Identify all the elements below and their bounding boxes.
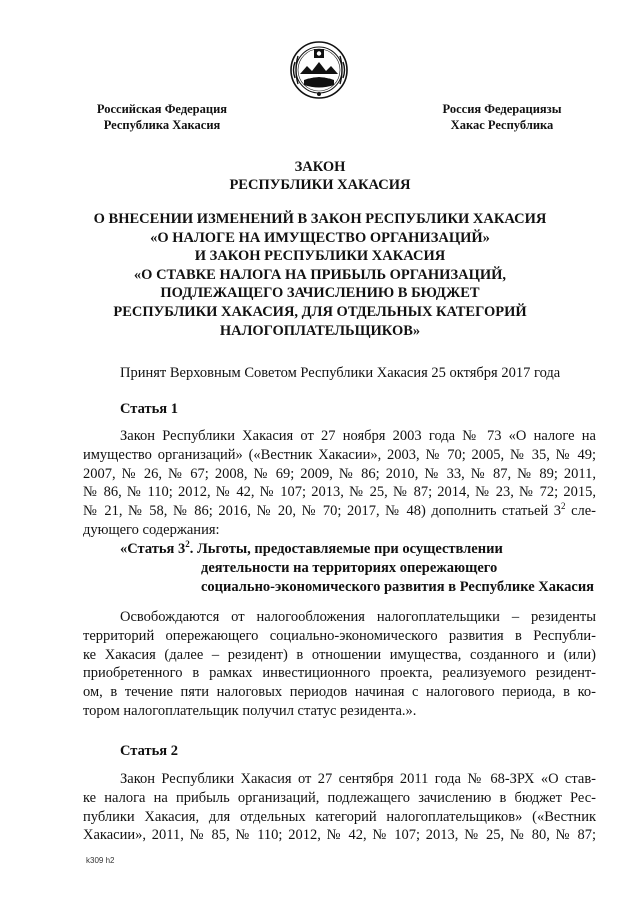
article-3-2-body <box>83 608 596 721</box>
article-1-line: 2007, № 26, № 67; 2008, № 69; 2009, № 86; 2010, № 33, № 87, № 89; 2011, <box>83 465 596 482</box>
article-3-2-superscript: 2 <box>185 539 190 550</box>
law-title-line-2: РЕСПУБЛИКИ ХАКАСИЯ <box>229 177 411 193</box>
article-2-line: публики Хакасия, для отдельных категорий налогоплательщиков» («Вестник <box>83 808 596 825</box>
article-1-line: имущество организаций» («Вестник Хакасии», 2003, № 70; 2005, № 35, № 49; <box>83 446 596 463</box>
article-3-2-body-line: Освобождаются от налогообложения налогоплательщики – резиденты <box>120 609 596 625</box>
law-subtitle-line-3: И ЗАКОН РЕСПУБЛИКИ ХАКАСИЯ <box>194 248 446 265</box>
article-2-paragraph <box>83 770 596 845</box>
law-subtitle-line-4: «О СТАВКЕ НАЛОГА НА ПРИБЫЛЬ ОРГАНИЗАЦИЙ, <box>133 266 507 283</box>
article-2-line: Хакасии», 2011, № 85, № 110; 2012, № 42, № 107; 2013, № 25, № 80, № 87; <box>83 827 596 844</box>
article-1-line: № 86, № 110; 2012, № 42, № 107; 2013, № 25, № 87; 2014, № 23, № 72; 2015, <box>83 484 596 501</box>
article-3-2-heading-line-3: социально-экономического развития в Республике Хакасия <box>201 578 595 595</box>
header-right-line-2: Хакас Республика <box>450 118 554 132</box>
law-subtitle <box>0 210 640 340</box>
article-2-line: Закон Республики Хакасия от 27 сентября 2011 года № 68-ЗРХ «О став- <box>120 771 596 787</box>
law-title-line-1: ЗАКОН <box>294 159 346 175</box>
header-right <box>432 101 572 133</box>
article-1-line-5-text: № 21, № 58, № 86; 2016, № 20, № 70; 2017, № 48) дополнить статьей 3 <box>83 503 562 520</box>
article-1-heading: Статья 1 <box>120 401 178 417</box>
article-3-2-body-line: ом, в течение пяти налоговых периодов начиная с налогового периода, в ко- <box>83 684 596 701</box>
article-3-2-heading-line-2: деятельности на территориях опережающего <box>201 559 498 576</box>
header-left <box>86 101 238 133</box>
adoption-note: Принят Верховным Советом Республики Хакасия 25 октября 2017 года <box>120 365 561 381</box>
article-1-line-5-tail: сле- <box>565 503 597 520</box>
article-2-heading: Статья 2 <box>120 743 178 759</box>
article-3-2-heading-part-b: . Льготы, предоставляемые при осуществлении <box>189 541 503 557</box>
law-subtitle-line-7: НАЛОГОПЛАТЕЛЬЩИКОВ» <box>219 322 421 339</box>
article-2-line: ке налога на прибыль организаций, подлежащего зачислению в бюджет Рес- <box>83 789 596 806</box>
header-right-line-1: Россия Федерациязы <box>442 102 562 116</box>
page-footer-code: k309 h2 <box>86 856 115 865</box>
article-3-2-heading <box>120 540 594 596</box>
article-1-line: Закон Республики Хакасия от 27 ноября 2003 года № 73 «О налоге на <box>120 428 596 444</box>
coat-of-arms-emblem <box>289 40 349 100</box>
article-3-2-body-line: ке Хакасия (далее – резидент) в отношении имущества, созданного и (или) <box>83 646 596 663</box>
article-3-2-body-line: приобретенного в рамках инвестиционного проекта, реализуемого резидент- <box>83 665 596 682</box>
law-subtitle-line-2: «О НАЛОГЕ НА ИМУЩЕСТВО ОРГАНИЗАЦИЙ» <box>150 229 490 246</box>
article-1-paragraph <box>83 427 596 540</box>
article-1-superscript: 2 <box>561 501 566 512</box>
law-title <box>0 158 640 194</box>
law-subtitle-line-1: О ВНЕСЕНИИ ИЗМЕНЕНИЙ В ЗАКОН РЕСПУБЛИКИ ХАКАСИЯ <box>93 211 547 227</box>
law-subtitle-line-5: ПОДЛЕЖАЩЕГО ЗАЧИСЛЕНИЮ В БЮДЖЕТ <box>160 285 480 302</box>
header-left-line-1: Российская Федерация <box>96 102 228 116</box>
header-left-line-2: Республика Хакасия <box>103 118 221 132</box>
article-1-line: дующего содержания: <box>83 521 220 538</box>
law-subtitle-line-6: РЕСПУБЛИКИ ХАКАСИЯ, ДЛЯ ОТДЕЛЬНЫХ КАТЕГОРИЙ <box>113 303 527 320</box>
article-3-2-body-line: территорий опережающего социально-экономического развития в Республи- <box>83 627 596 644</box>
article-3-2-heading-part-a: «Статья 3 <box>120 541 186 557</box>
article-3-2-body-line: тором налогоплательщик получил статус резидента.». <box>83 702 417 719</box>
article-1-line-with-sup <box>83 502 596 521</box>
